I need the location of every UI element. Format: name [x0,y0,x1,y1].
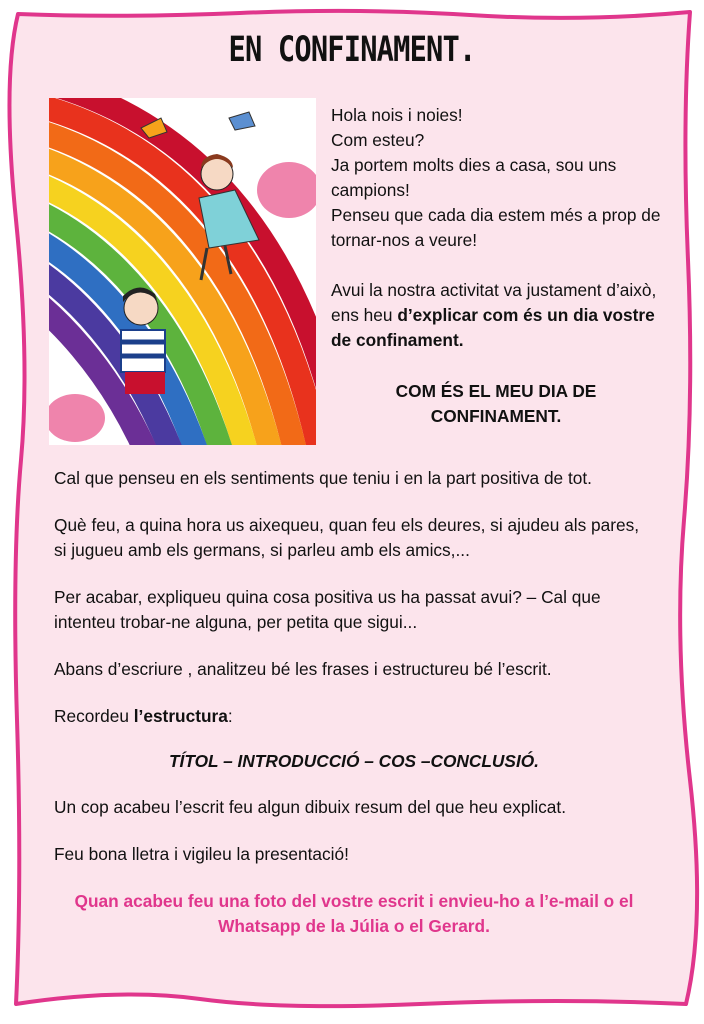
reminder-suffix: : [227,706,233,726]
intro-line: Ja portem molts dies a casa, sou uns campions! [331,155,617,200]
paragraph: Cal que penseu en els sentiments que teniu i en la part positiva de tot. [54,468,592,488]
paragraph: Abans d’escriure , analitzeu bé les frases i estructureu bé l’escrit. [54,659,552,679]
paragraph: Feu bona lletra i vigileu la presentació! [54,844,349,864]
intro-text [331,103,661,429]
question-line: Com esteu? [331,130,425,150]
paragraph: Un cop acabeu l’escrit feu algun dibuix resum del que heu explicat. [54,797,567,817]
instructions [54,466,654,961]
reminder-text: Recordeu [54,706,134,726]
paragraph: Per acabar, expliqueu quina cosa positiva us ha passat avui? – Cal que intenteu trobar-ne alguna, per petita que sigui... [54,587,601,632]
section-heading: COM ÉS EL MEU DIA DE CONFINAMENT. [395,381,597,426]
page-title: EN CONFINAMENT. [228,30,476,70]
greeting-line: Hola nois i noies! [331,105,463,125]
activity-text: Avui la nostra activitat va justament d’això, ens heu [331,280,657,325]
reminder-emphasis: l’estructura [133,706,228,726]
activity-emphasis: d’explicar com és un dia vostre de confinament. [331,305,655,350]
paragraph: Què feu, a quina hora us aixequeu, quan feu els deures, si ajudeu als pares, si jugueu amb els germans, si parleu amb els amics,... [54,515,640,560]
closing-note: Quan acabeu feu una foto del vostre escrit i envieu-ho a l’e-mail o el Whatsapp de la Júlia o el Gerard. [74,891,634,936]
intro-line: Penseu que cada dia estem més a prop de tornar-nos a veure! [331,205,661,250]
structure-line: TÍTOL – INTRODUCCIÓ – COS –CONCLUSIÓ. [169,751,539,771]
activity-paragraph [331,278,661,353]
rainbow-children-illustration [49,98,316,445]
reminder-paragraph [54,704,654,729]
